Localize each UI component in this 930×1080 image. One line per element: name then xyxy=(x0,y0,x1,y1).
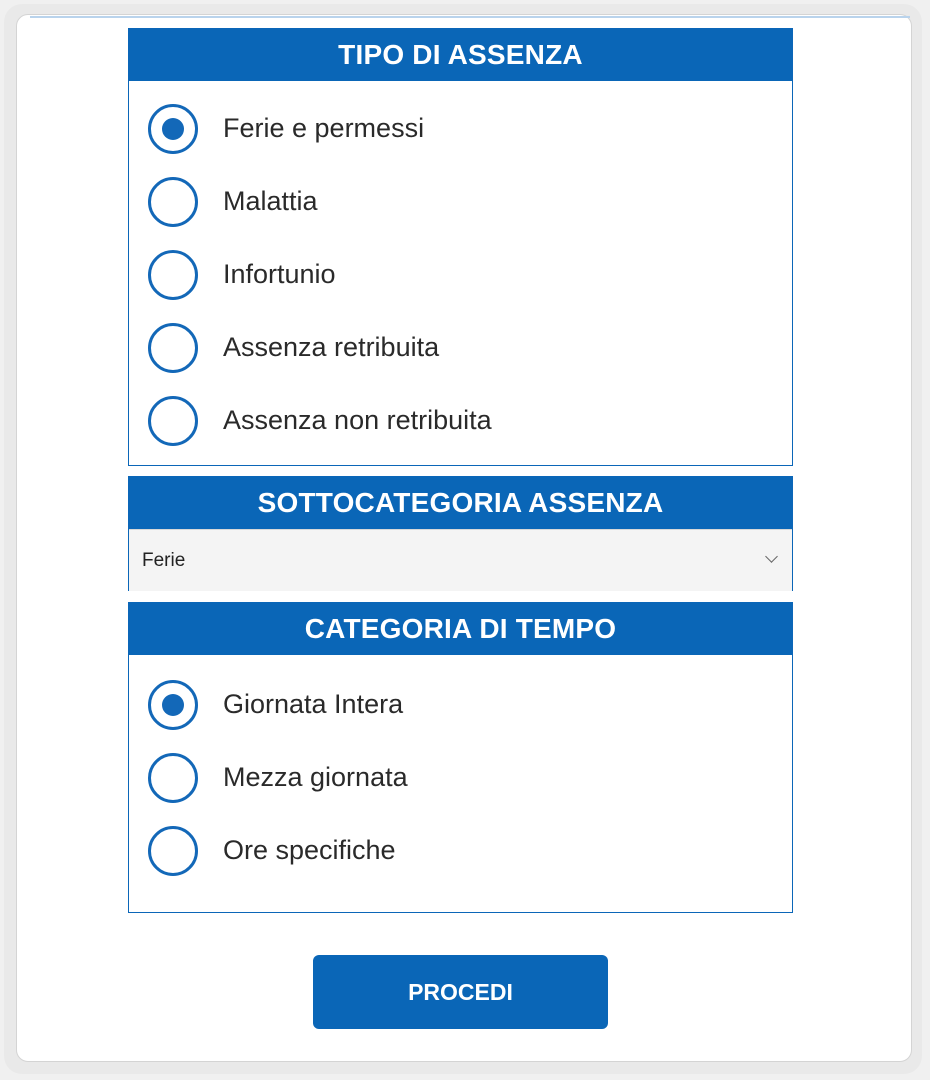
radio-label: Assenza retribuita xyxy=(223,332,440,362)
procedi-button[interactable]: PROCEDI xyxy=(313,955,608,1029)
radio-button[interactable] xyxy=(148,826,198,876)
radio-option-assenza-retribuita[interactable] xyxy=(129,311,792,384)
tipo-assenza-header: TIPO DI ASSENZA xyxy=(129,29,792,81)
radio-button[interactable] xyxy=(148,753,198,803)
radio-label: Assenza non retribuita xyxy=(223,405,492,435)
radio-button[interactable] xyxy=(148,177,198,227)
radio-option-mezza-giornata[interactable] xyxy=(129,741,792,814)
dropdown-selected-value: Ferie xyxy=(142,549,186,571)
top-divider xyxy=(30,16,910,18)
radio-label: Giornata Intera xyxy=(223,689,404,719)
categoria-tempo-section xyxy=(128,602,793,913)
radio-button[interactable] xyxy=(148,396,198,446)
radio-option-ferie-permessi[interactable] xyxy=(129,92,792,165)
tipo-assenza-section xyxy=(128,28,793,466)
radio-option-giornata-intera[interactable] xyxy=(129,668,792,741)
radio-button[interactable] xyxy=(148,680,198,730)
radio-label: Infortunio xyxy=(223,259,336,289)
chevron-down-icon[interactable] xyxy=(765,550,778,563)
tipo-assenza-radio-group xyxy=(129,81,792,457)
categoria-tempo-header: CATEGORIA DI TEMPO xyxy=(129,603,792,655)
radio-option-malattia[interactable] xyxy=(129,165,792,238)
radio-label: Ferie e permessi xyxy=(223,113,425,143)
sottocategoria-header: SOTTOCATEGORIA ASSENZA xyxy=(129,477,792,529)
radio-label: Malattia xyxy=(223,186,318,216)
sottocategoria-dropdown[interactable] xyxy=(129,529,792,591)
sottocategoria-section xyxy=(128,476,793,591)
categoria-tempo-radio-group xyxy=(129,655,792,887)
radio-option-infortunio[interactable] xyxy=(129,238,792,311)
radio-label: Ore specifiche xyxy=(223,835,396,865)
radio-option-assenza-non-retribuita[interactable] xyxy=(129,384,792,457)
radio-button[interactable] xyxy=(148,323,198,373)
radio-label: Mezza giornata xyxy=(223,762,408,792)
radio-button[interactable] xyxy=(148,250,198,300)
radio-option-ore-specifiche[interactable] xyxy=(129,814,792,887)
radio-button[interactable] xyxy=(148,104,198,154)
